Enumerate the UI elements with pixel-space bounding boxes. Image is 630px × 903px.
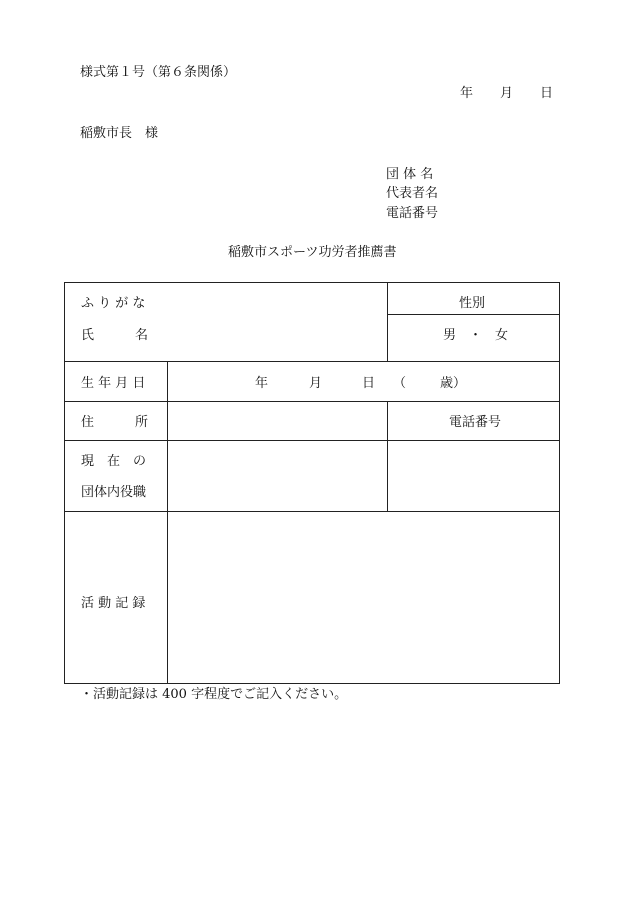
phone-cell-label: 電話番号: [449, 415, 502, 430]
date-month: 月: [500, 86, 514, 101]
position-label-2: 団体内役職: [81, 485, 147, 500]
gender-male: 男: [443, 328, 457, 343]
row-divider-address: [65, 440, 559, 441]
address-label-1: 住: [81, 415, 95, 430]
recommendation-table: [64, 282, 560, 684]
representative-label: 代表者名: [386, 186, 439, 201]
date-year: 年: [460, 86, 474, 101]
name-label-1: 氏: [81, 328, 95, 343]
gender-female: 女: [495, 328, 509, 343]
birth-day: 日: [362, 376, 376, 391]
date-day: 日: [540, 86, 554, 101]
name-label-2: 名: [135, 328, 149, 343]
row-divider-birth: [65, 401, 559, 402]
phone-label: 電話番号: [386, 206, 439, 221]
gender-column-divider-top: [387, 283, 388, 361]
label-column-divider: [167, 361, 168, 683]
birth-age-open: （: [393, 376, 407, 391]
addressee: 稲敷市長 様: [80, 126, 159, 141]
gender-dot: ・: [469, 328, 483, 343]
footnote: ・活動記録は 400 字程度でご記入ください。: [80, 687, 348, 702]
document-title: 稲敷市スポーツ功労者推薦書: [228, 245, 397, 260]
position-label-1: 現 在 の: [81, 454, 147, 469]
birth-age: 歳）: [440, 376, 467, 391]
phone-column-divider: [387, 401, 388, 511]
birth-year: 年: [255, 376, 269, 391]
row-divider-position: [65, 511, 559, 512]
gender-divider: [387, 314, 559, 315]
row-divider-name: [65, 361, 559, 362]
address-label-2: 所: [135, 415, 149, 430]
form-number: 様式第１号（第６条関係）: [80, 65, 237, 80]
org-name-label: 団 体 名: [386, 167, 434, 182]
gender-label: 性別: [459, 296, 486, 311]
birthdate-label: 生 年 月 日: [81, 376, 146, 391]
birth-month: 月: [309, 376, 323, 391]
activity-label: 活 動 記 録: [81, 596, 146, 611]
furigana-label: ふ り が な: [81, 296, 146, 311]
